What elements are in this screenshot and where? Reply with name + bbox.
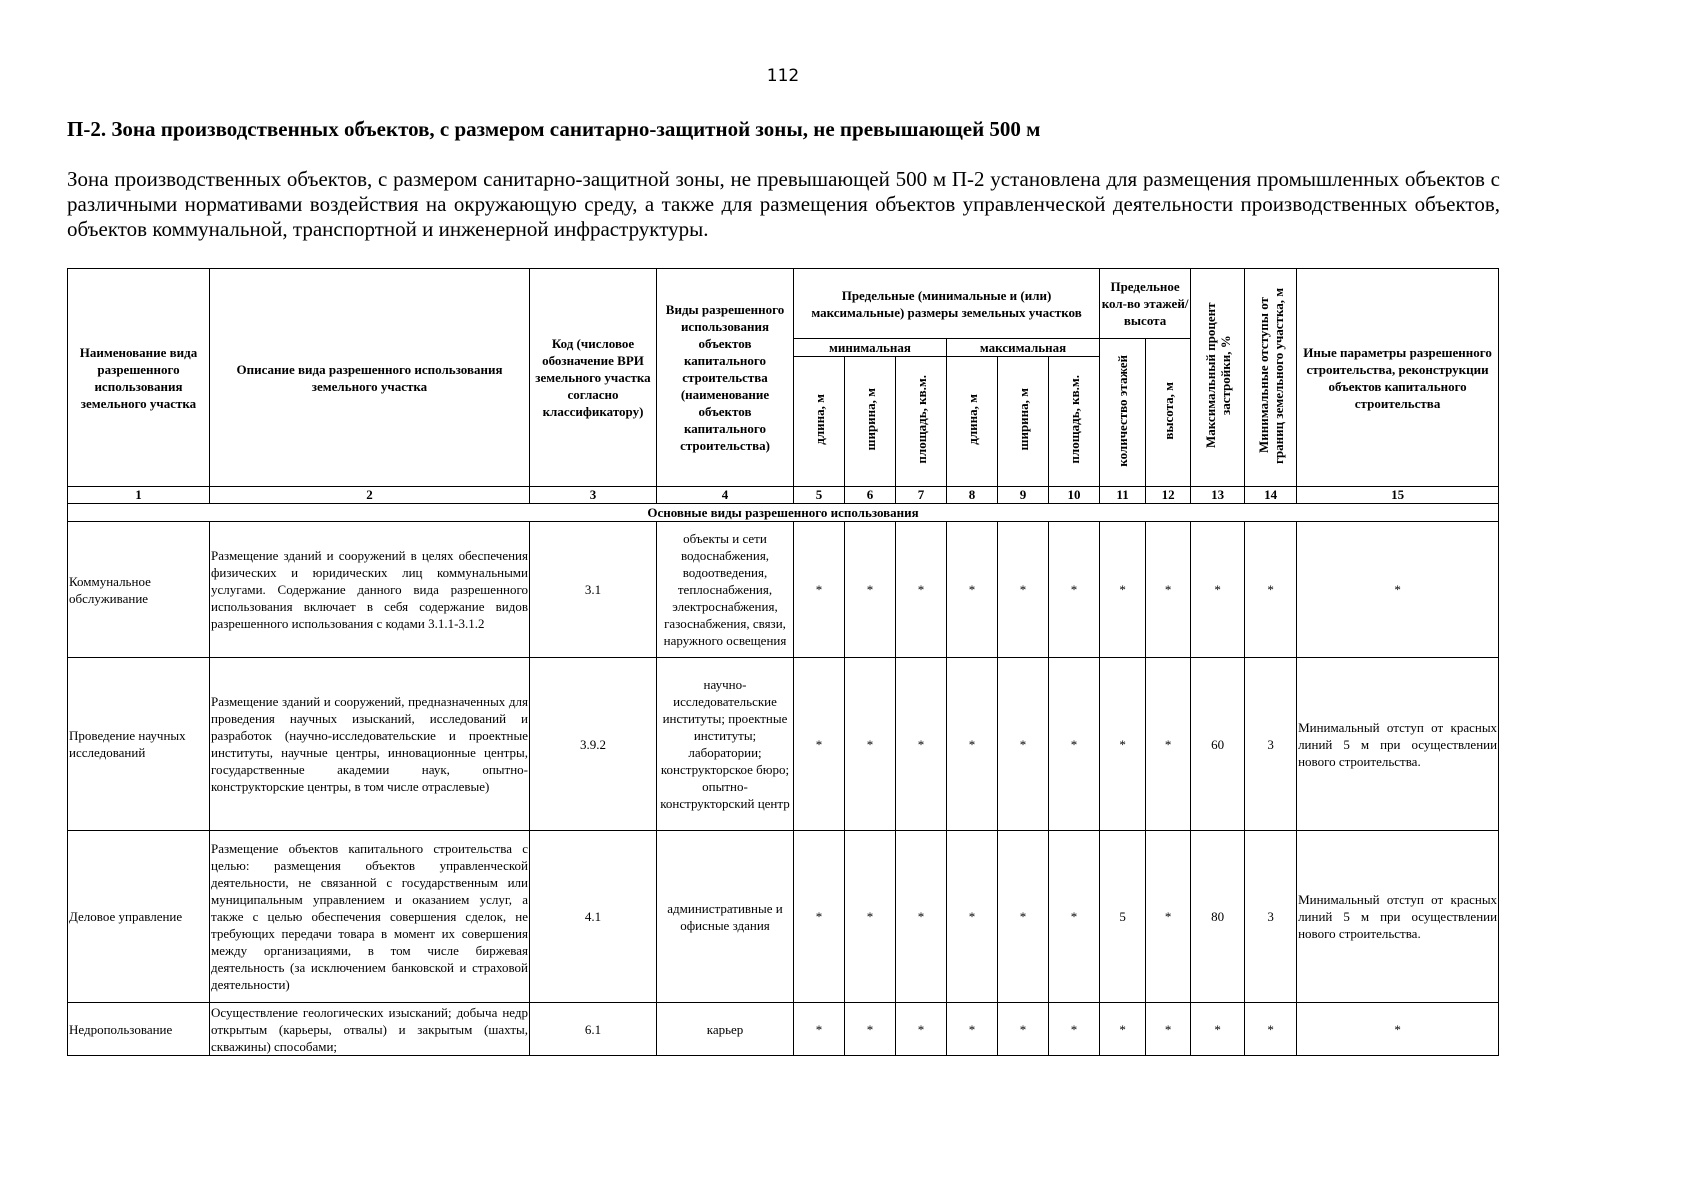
row-value: *: [1191, 522, 1245, 658]
header-limits: Предельные (минимальные и (или) максимальные) размеры земельных участков: [794, 269, 1100, 339]
section-title: Основные виды разрешенного использования: [68, 504, 1499, 522]
row-value: *: [1049, 522, 1100, 658]
row-name: Проведение научных исследований: [68, 658, 210, 831]
row-description: Размещение объектов капитального строительства с целью: размещения объектов управленческой деятельности, не связанной с государственным или муниципальным управлением и оказанием услуг, а также с целью обеспечения совершения сделок, не требующих передачи товара в момент их совершения между организациями, в том числе биржевая деятельность (за исключением банковской и страховой деятельности): [210, 831, 530, 1003]
header-code: Код (числовое обозначение ВРИ земельного участка согласно классификатору): [530, 269, 657, 487]
header-name: Наименование вида разрешенного использования земельного участка: [68, 269, 210, 487]
header-max: максимальная: [947, 339, 1100, 357]
row-value: *: [1146, 1003, 1191, 1056]
row-objects: научно-исследовательские институты; проектные институты; лаборатории; конструкторское бюро; опытно-конструкторский центр: [657, 658, 794, 831]
row-name: Недропользование: [68, 1003, 210, 1056]
row-description: Осуществление геологических изысканий; добыча недр открытым (карьеры, отвалы) и закрытым (шахты, скважины) способами;: [211, 1004, 528, 1054]
row-value: *: [1146, 831, 1191, 1003]
header-max-length: длина, м: [964, 394, 980, 445]
row-value: 3: [1245, 831, 1297, 1003]
column-number: 15: [1297, 487, 1499, 504]
row-value: *: [1245, 1003, 1297, 1056]
row-value: *: [845, 522, 896, 658]
row-objects: административные и офисные здания: [657, 831, 794, 1003]
row-value: *: [947, 831, 998, 1003]
header-max-width: ширина, м: [1015, 388, 1031, 451]
header-min: минимальная: [794, 339, 947, 357]
row-name: Коммунальное обслуживание: [68, 522, 210, 658]
header-coverage-cell: [1191, 269, 1245, 487]
row-value: *: [998, 522, 1049, 658]
row-other: Минимальный отступ от красных линий 5 м при осуществлении нового строительства.: [1297, 658, 1499, 831]
row-other: Минимальный отступ от красных линий 5 м при осуществлении нового строительства.: [1297, 831, 1499, 1003]
row-value: *: [794, 658, 845, 831]
zone-heading: П-2. Зона производственных объектов, с размером санитарно-защитной зоны, не превышающей 500 м: [67, 117, 1041, 141]
table-row: [68, 1003, 1499, 1056]
column-number: 4: [657, 487, 794, 504]
row-code: 4.1: [530, 831, 657, 1003]
header-coverage: Максимальный процент застройки, %: [1202, 302, 1233, 449]
row-other: *: [1297, 1003, 1499, 1056]
table-row: [68, 658, 1499, 831]
column-number: 5: [794, 487, 845, 504]
row-code: 3.1: [530, 522, 657, 658]
row-objects: карьер: [657, 1003, 794, 1056]
page-number: 112: [766, 66, 800, 86]
header-setbacks: Минимальные отступы от границ земельного участка, м: [1255, 287, 1286, 464]
row-value: *: [794, 522, 845, 658]
row-value: *: [896, 1003, 947, 1056]
column-number: 8: [947, 487, 998, 504]
header-height-cell: [1146, 339, 1191, 487]
row-objects: объекты и сети водоснабжения, водоотведения, теплоснабжения, электроснабжения, газоснабжения, связи, наружного освещения: [657, 522, 794, 658]
column-number: 12: [1146, 487, 1191, 504]
row-name: Деловое управление: [68, 831, 210, 1003]
row-value: *: [1191, 1003, 1245, 1056]
header-floors-cell: [1100, 339, 1146, 487]
row-value: *: [998, 1003, 1049, 1056]
row-value: *: [896, 522, 947, 658]
row-value: *: [1245, 522, 1297, 658]
row-code: 3.9.2: [530, 658, 657, 831]
header-description: Описание вида разрешенного использования земельного участка: [210, 269, 530, 487]
row-value: *: [947, 522, 998, 658]
column-number: 14: [1245, 487, 1297, 504]
column-number: 10: [1049, 487, 1100, 504]
row-value: *: [1049, 658, 1100, 831]
row-description: Размещение зданий и сооружений в целях обеспечения физических и юридических лиц коммунальными услугами. Содержание данного вида разрешенного использования включает в себя содержание видов разрешенного использования с кодами 3.1.1-3.1.2: [210, 522, 530, 658]
column-number: 9: [998, 487, 1049, 504]
row-value: *: [1146, 522, 1191, 658]
row-value: *: [845, 658, 896, 831]
row-value: 5: [1100, 831, 1146, 1003]
column-number: 6: [845, 487, 896, 504]
row-value: *: [845, 831, 896, 1003]
row-value: 80: [1191, 831, 1245, 1003]
table-row: [68, 522, 1499, 658]
column-number: 7: [896, 487, 947, 504]
row-value: *: [1100, 1003, 1146, 1056]
row-value: *: [998, 658, 1049, 831]
row-value: *: [794, 1003, 845, 1056]
zone-intro: Зона производственных объектов, с размером санитарно-защитной зоны, не превышающей 500 м П-2 установлена для размещения промышленных объектов с различными нормативами воздействия на окружающую среду, а также для размещения объектов управленческой деятельности производственных объектов, объектов коммунальной, транспортной и инженерной инфраструктуры.: [67, 167, 1500, 241]
row-value: *: [1146, 658, 1191, 831]
header-other: Иные параметры разрешенного строительства, реконструкции объектов капитального строительства: [1297, 269, 1499, 487]
header-height: высота, м: [1160, 381, 1176, 440]
header-max-area: площадь, кв.м.: [1066, 375, 1082, 464]
row-other: *: [1297, 522, 1499, 658]
row-value: *: [794, 831, 845, 1003]
row-value: 3: [1245, 658, 1297, 831]
header-min-area: площадь, кв.м.: [913, 375, 929, 464]
land-use-table: [67, 268, 1499, 1056]
row-description: Размещение зданий и сооружений, предназначенных для проведения научных изысканий, исследований и разработок (научно-исследовательские и проектные институты, научные центры, инновационные центры, государственные академии наук, опытно-конструкторские центры, в том числе отраслевые): [210, 658, 530, 831]
header-objects: Виды разрешенного использования объектов капитального строительства (наименование объектов капитального строительства): [657, 269, 794, 487]
header-floors-group: Предельное кол-во этажей/ высота: [1100, 269, 1191, 339]
row-value: *: [1049, 1003, 1100, 1056]
column-number: 1: [68, 487, 210, 504]
column-number: 13: [1191, 487, 1245, 504]
row-value: *: [947, 658, 998, 831]
row-value: *: [845, 1003, 896, 1056]
column-number: 11: [1100, 487, 1146, 504]
row-value: *: [1100, 658, 1146, 831]
row-value: *: [1100, 522, 1146, 658]
row-value: *: [998, 831, 1049, 1003]
header-min-length: длина, м: [811, 394, 827, 445]
row-value: *: [896, 658, 947, 831]
header-min-width: ширина, м: [862, 388, 878, 451]
column-number: 2: [210, 487, 530, 504]
row-value: *: [947, 1003, 998, 1056]
row-value: 60: [1191, 658, 1245, 831]
header-floors: количество этажей: [1115, 354, 1131, 467]
row-value: *: [896, 831, 947, 1003]
row-value: *: [1049, 831, 1100, 1003]
header-setbacks-cell: [1245, 269, 1297, 487]
table-row: [68, 831, 1499, 1003]
column-number: 3: [530, 487, 657, 504]
row-code: 6.1: [530, 1003, 657, 1056]
